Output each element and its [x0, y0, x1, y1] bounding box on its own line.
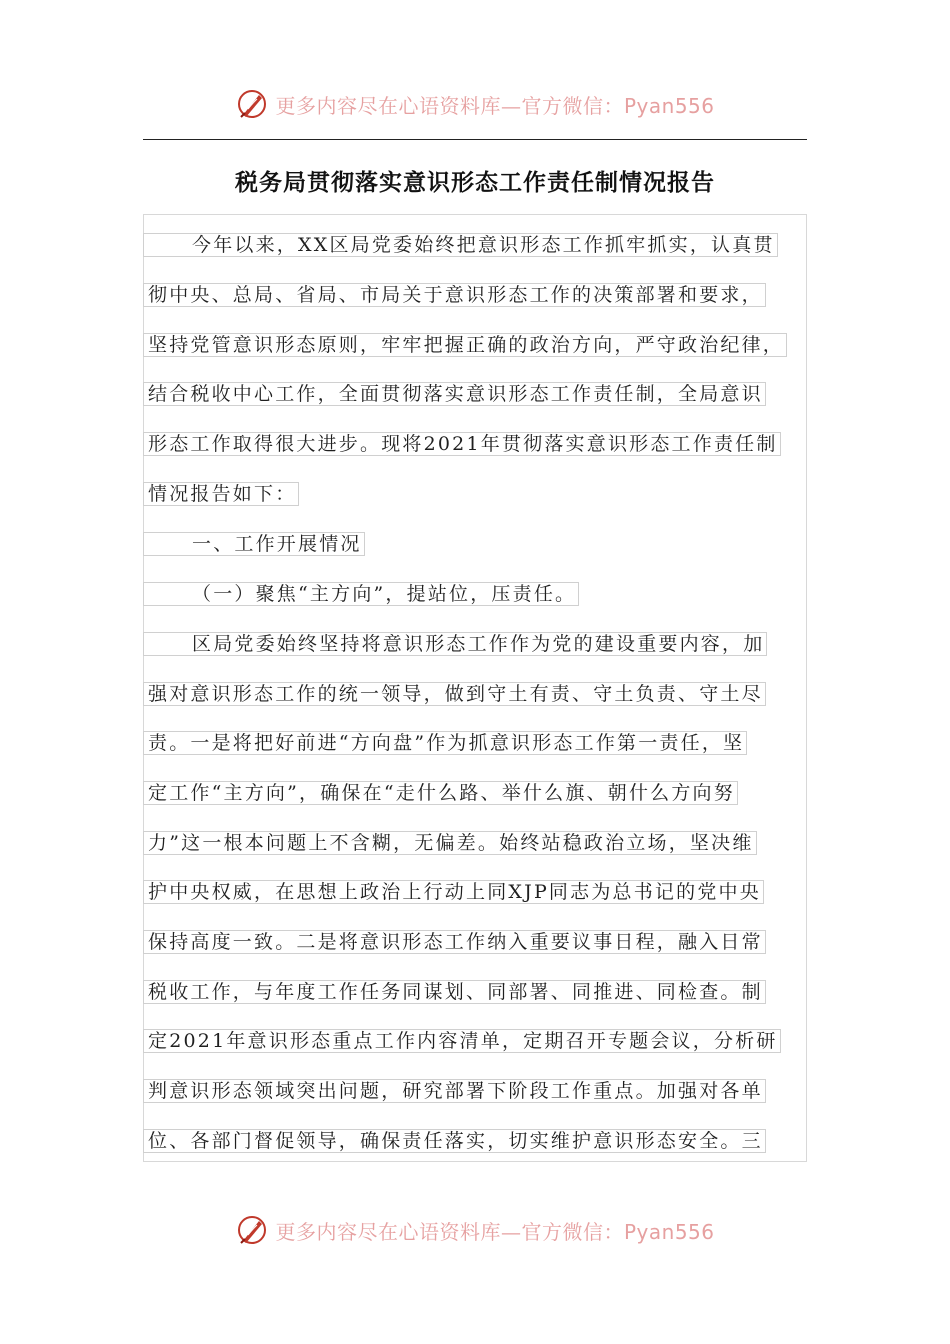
banner-text: 更多内容尽在心语资料库—官方微信：Pyan556: [275, 1219, 715, 1244]
quill-logo-icon: [235, 87, 269, 121]
document-title: 税务局贯彻落实意识形态工作责任制情况报告: [235, 170, 715, 196]
paragraph-line: 定2021年意识形态重点工作内容清单，定期召开专题会议，分析研: [143, 1029, 781, 1051]
section-heading: 一、工作开展情况: [143, 532, 365, 554]
paragraph-line: 结合税收中心工作，全面贯彻落实意识形态工作责任制，全局意识: [143, 382, 766, 404]
paragraph-line: 彻中央、总局、省局、市局关于意识形态工作的决策部署和要求，: [143, 283, 766, 305]
subsection-heading: （一）聚焦“主方向”，提站位，压责任。: [143, 582, 579, 604]
banner-text: 更多内容尽在心语资料库—官方微信：Pyan556: [275, 93, 715, 118]
paragraph-line: 强对意识形态工作的统一领导，做到守土有责、守土负责、守土尽: [143, 682, 766, 704]
paragraph-line: 税收工作，与年度工作任务同谋划、同部署、同推进、同检查。制: [143, 980, 766, 1002]
header-banner: [0, 84, 950, 124]
paragraph-line: 保持高度一致。二是将意识形态工作纳入重要议事日程，融入日常: [143, 930, 766, 952]
quill-logo-icon: [235, 1213, 269, 1247]
paragraph-line: 责。一是将把好前进“方向盘”作为抓意识形态工作第一责任，坚: [143, 731, 747, 753]
paragraph-line: 护中央权威，在思想上政治上行动上同XJP同志为总书记的党中央: [143, 880, 764, 902]
paragraph-line: 今年以来，XX区局党委始终把意识形态工作抓牢抓实，认真贯: [143, 233, 778, 255]
paragraph-line: 位、各部门督促领导，确保责任落实，切实维护意识形态安全。三: [143, 1129, 766, 1151]
paragraph-line: 情况报告如下：: [143, 482, 299, 504]
paragraph-line: 坚持党管意识形态原则，牢牢把握正确的政治方向，严守政治纪律，: [143, 333, 787, 355]
paragraph-line: 判意识形态领域突出问题，研究部署下阶段工作重点。加强对各单: [143, 1079, 766, 1101]
paragraph-line: 区局党委始终坚持将意识形态工作作为党的建设重要内容，加: [143, 632, 767, 654]
paragraph-line: 形态工作取得很大进步。现将2021年贯彻落实意识形态工作责任制: [143, 432, 781, 454]
paragraph-line: 力”这一根本问题上不含糊，无偏差。始终站稳政治立场，坚决维: [143, 831, 757, 853]
header-rule: [143, 139, 807, 140]
paragraph-line: 定工作“主方向”，确保在“走什么路、举什么旗、朝什么方向努: [143, 781, 738, 803]
footer-banner: [0, 1210, 950, 1250]
